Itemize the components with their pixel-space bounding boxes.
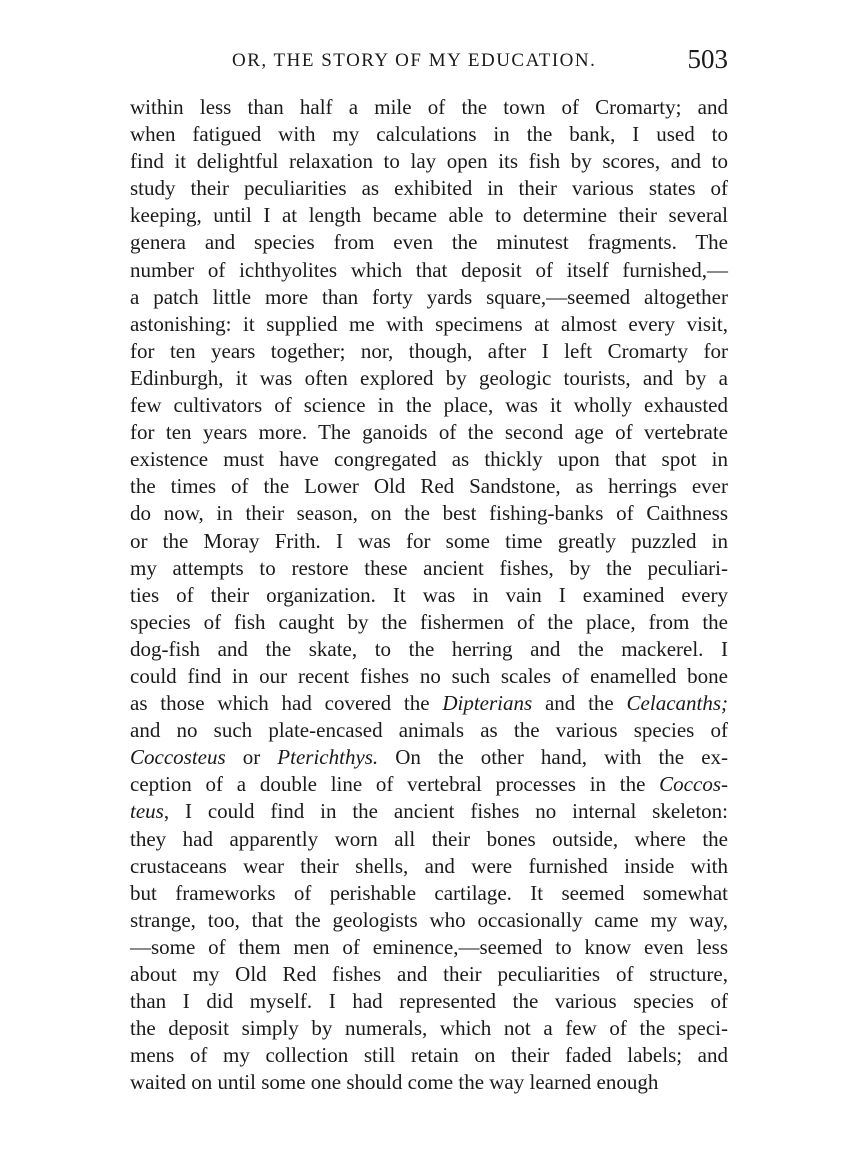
running-head [128,44,728,84]
text-line [130,528,728,555]
text-line [130,582,728,609]
text-line [130,148,728,175]
text-run: number of ichthyolites which that deposit of itself furnished,— [130,257,728,282]
text-line [130,202,728,229]
page-number: 503 [687,44,728,74]
text-line [130,94,728,121]
text-run: , I could find in the ancient fishes no internal skeleton: [163,799,728,824]
text-run: —some of them men of eminence,—seemed to know even less [130,934,728,959]
text-run: or the Moray Frith. I was for some time greatly puzzled in [130,528,728,553]
text-run: ception of a double line of vertebral processes in the [130,772,660,797]
text-line [130,392,728,419]
text-line [130,826,728,853]
text-line [130,284,728,311]
italic-term: Celacanths; [626,691,729,716]
text-run: about my Old Red fishes and their peculiarities of structure, [130,962,728,986]
text-line [130,934,728,961]
text-run: as those which had covered the [130,691,443,716]
text-line [130,744,728,771]
text-line [130,961,728,988]
text-line [130,419,728,446]
text-line [130,717,728,744]
text-run: waited on until some one should come the way learned enough [130,1070,659,1095]
text-run: do now, in their season, on the best fishing-banks of Caithness [130,501,728,526]
text-line [130,988,728,1015]
text-run: On the other hand, with the ex- [378,745,729,770]
text-line [130,853,728,880]
text-run: existence must have congregated as thickly upon that spot in [130,447,728,472]
text-run: Edinburgh, it was often explored by geologic tourists, and by a [130,365,728,390]
italic-term: teus [130,799,164,824]
text-run: and the [532,691,627,716]
italic-term: Coccosteus [130,745,226,770]
text-run: and no such plate-encased animals as the various species of [130,718,728,743]
running-title: OR, THE STORY OF MY EDUCATION. [232,50,597,71]
text-line [130,555,728,582]
text-run: strange, too, that the geologists who occasionally came my way, [130,907,728,932]
text-run: mens of my collection still retain on their faded labels; and [130,1043,728,1068]
text-line [130,663,728,690]
italic-term: Coccos- [659,772,728,797]
text-run: crustaceans wear their shells, and were furnished inside with [130,853,728,878]
text-line [130,229,728,256]
text-line [130,1069,728,1096]
text-run: find it delightful relaxation to lay open its fish by scores, and to [130,149,728,174]
text-line [130,1015,728,1042]
text-line [130,500,728,527]
text-run: within less than half a mile of the town of Cromarty; and [130,95,728,119]
text-run: when fatigued with my calculations in the bank, I used to [130,122,728,147]
text-run: for ten years more. The ganoids of the second age of vertebrate [130,420,728,445]
text-line [130,365,728,392]
text-run: the deposit simply by numerals, which not a few of the speci- [130,1016,728,1041]
text-line [130,798,728,825]
text-line [130,880,728,907]
text-line [130,175,728,202]
text-run: but frameworks of perishable cartilage. It seemed somewhat [130,880,728,905]
text-run: ties of their organization. It was in vain I examined every [130,582,728,607]
text-run: than I did myself. I had represented the various species of [130,989,728,1014]
text-line [130,121,728,148]
italic-term: Pterichthys. [277,745,379,770]
text-run: dog-fish and the skate, to the herring and the mackerel. I [130,636,728,661]
text-run: few cultivators of science in the place, was it wholly exhausted [130,393,728,418]
text-line [130,636,728,663]
text-run: or [225,745,278,770]
text-line [130,338,728,365]
text-run: astonishing: it supplied me with specimens at almost every visit, [130,311,728,336]
text-run: study their peculiarities as exhibited in their various states of [130,176,728,201]
text-line [130,609,728,636]
text-run: they had apparently worn all their bones outside, where the [130,826,728,851]
text-line [130,311,728,338]
text-line [130,907,728,934]
text-run: a patch little more than forty yards square,—seemed altogether [130,284,728,309]
text-line [130,771,728,798]
text-run: could find in our recent fishes no such scales of enamelled bone [130,663,728,688]
italic-term: Dipterians [442,691,533,716]
text-run: genera and species from even the minutest fragments. The [130,230,728,255]
body-text [130,94,728,1096]
text-line [130,446,728,473]
text-run: my attempts to restore these ancient fishes, by the peculiari- [130,555,728,580]
text-run: the times of the Lower Old Red Sandstone, as herrings ever [130,474,728,499]
text-line [130,1042,728,1069]
text-run: keeping, until I at length became able to determine their several [130,203,728,228]
text-line [130,690,728,717]
text-line [130,257,728,284]
text-run: species of fish caught by the fishermen of the place, from the [130,609,728,634]
text-line [130,473,728,500]
text-run: for ten years together; nor, though, after I left Cromarty for [130,338,728,363]
